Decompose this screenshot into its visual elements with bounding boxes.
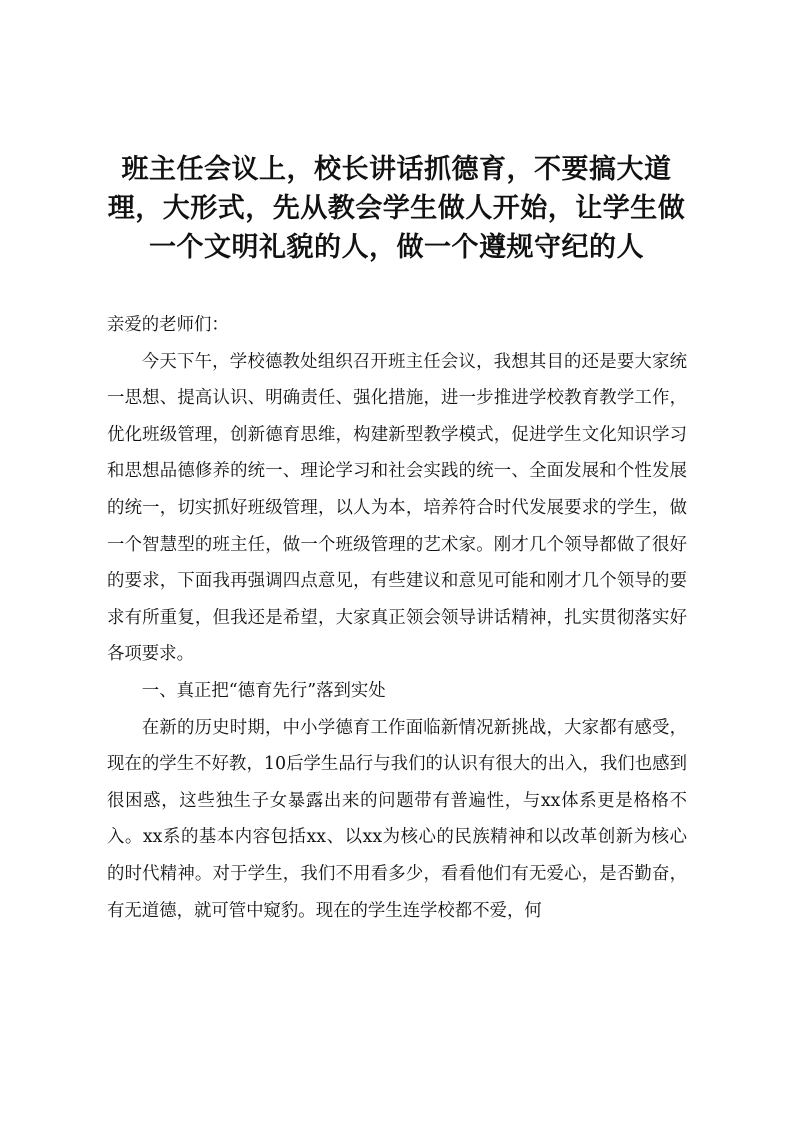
body-paragraph: 今天下午，学校德教处组织召开班主任会议，我想其目的还是要大家统一思想、提高认识、明确责任、强化措施，进一步推进学校教育教学工作，优化班级管理，创新德育思维，构建新型教学模式，促进学生文化知识学习和思想品德修养的统一、理论学习和社会实践的统一、全面发展和个性发展的统一，切实抓好班级管理，以人为本，培养符合时代发展要求的学生，做一个智慧型的班主任，做一个班级管理的艺术家。刚才几个领导都做了很好的要求，下面我再强调四点意见，有些建议和意见可能和刚才几个领导的要求有所重复，但我还是希望，大家真正领会领导讲话精神，扎实贯彻落实好各项要求。	[107, 351, 687, 665]
section-heading: 一、真正把“德育先行”落到实处	[141, 680, 386, 701]
document-body	[107, 307, 687, 929]
document-title: 班主任会议上，校长讲话抓德育，不要搞大道理，大形式，先从教会学生做人开始，让学生做一个文明礼貌的人，做一个遵规守纪的人	[107, 154, 686, 263]
body-paragraph: 在新的历史时期，中小学德育工作面临新情况新挑战，大家都有感受，现在的学生不好教，10后学生品行与我们的认识有很大的出入，我们也感到很困惑，这些独生子女暴露出来的问题带有普遍性，与xx体系更是格格不入。xx系的基本内容包括xx、以xx为核心的民族精神和以改革创新为核心的时代精神。对于学生，我们不用看多少，看看他们有无爱心，是否勤奋，有无道德，就可管中窥豹。现在的学生连学校都不爱，何	[107, 717, 687, 921]
salutation: 亲爱的老师们：	[107, 315, 229, 335]
